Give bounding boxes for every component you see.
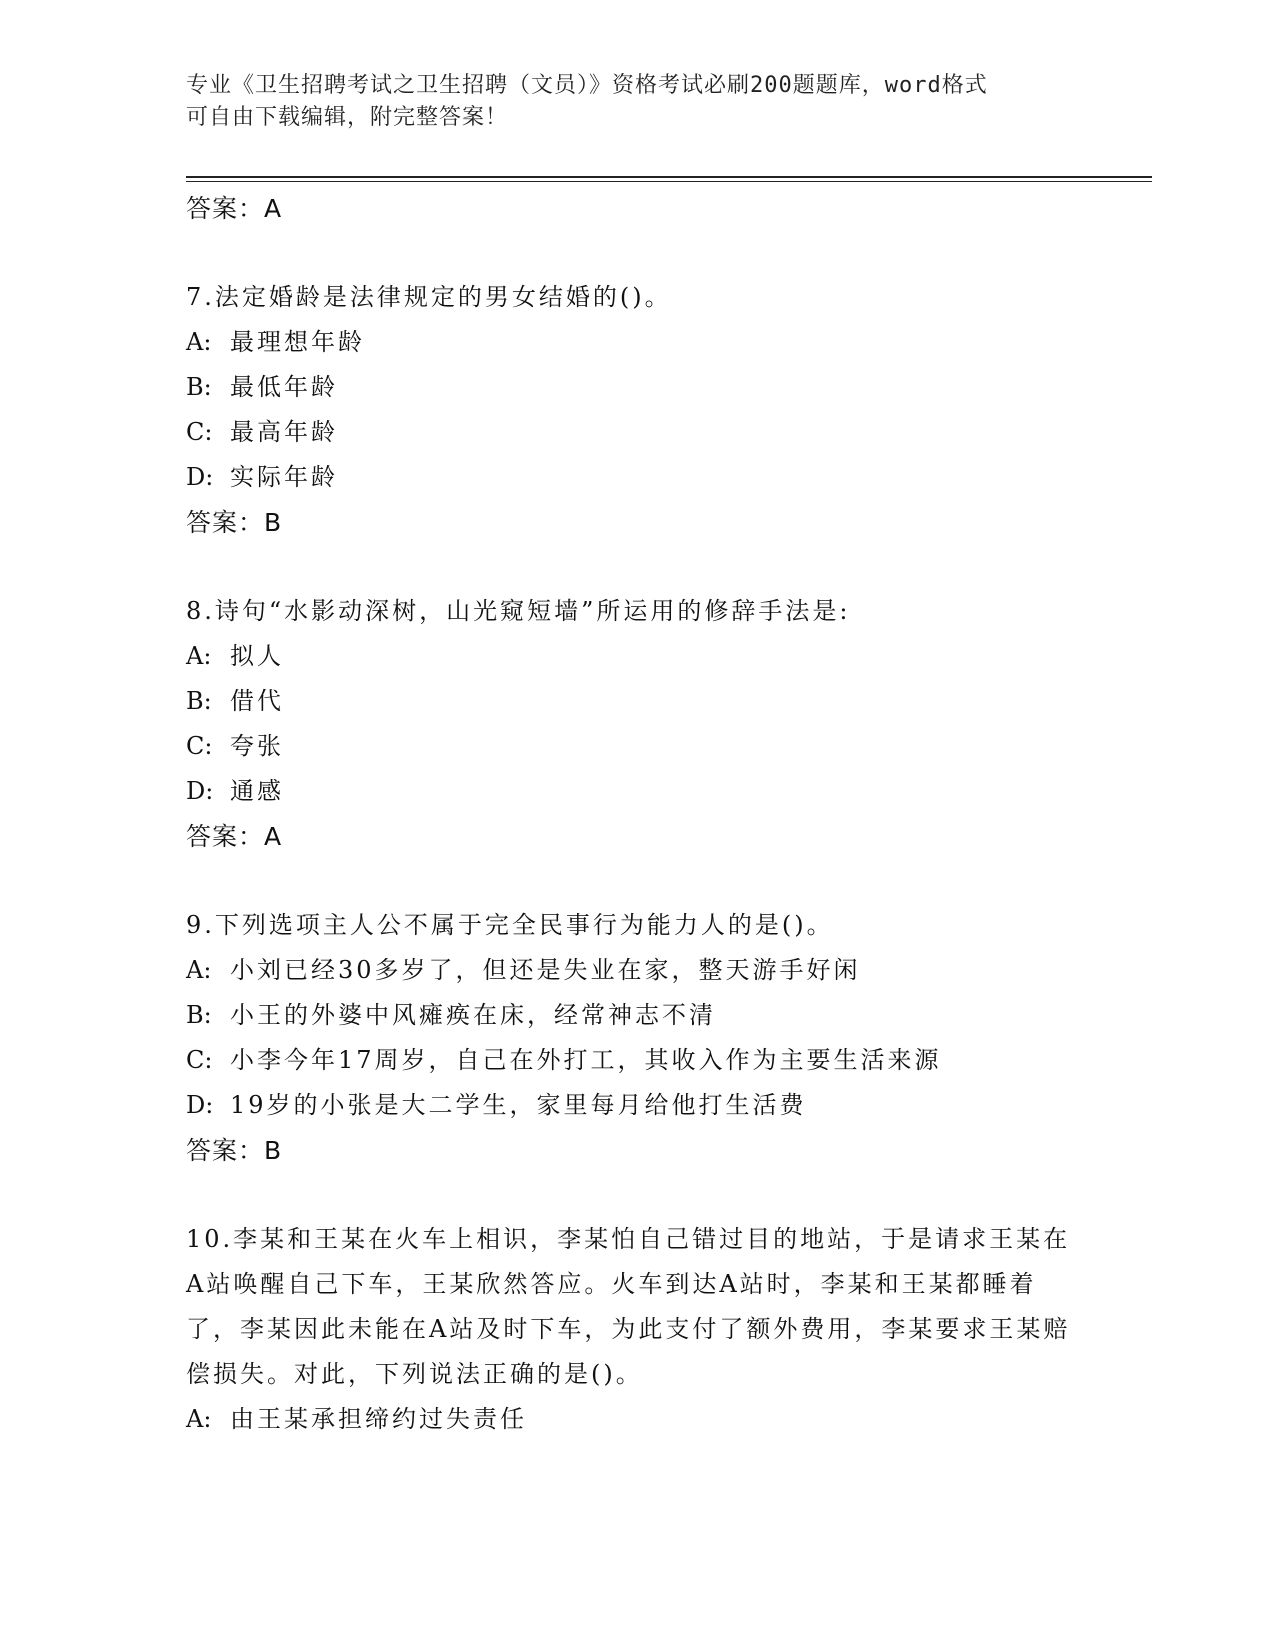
- document-body: [186, 186, 1086, 1442]
- option-letter: A:: [186, 642, 212, 670]
- header-line-1: 专业《卫生招聘考试之卫生招聘（文员）》资格考试必刷200题题库，word格式: [186, 73, 988, 98]
- option-letter: C:: [186, 732, 213, 760]
- answer-line: 答案：B: [186, 1136, 283, 1165]
- question-stem: 7.法定婚龄是法律规定的男女结婚的()。: [186, 283, 672, 311]
- option-c: [186, 410, 1086, 455]
- option-a: [186, 1397, 1086, 1442]
- option-letter: A:: [186, 956, 212, 984]
- option-d: [186, 769, 1086, 814]
- question-stem: 9.下列选项主人公不属于完全民事行为能力人的是()。: [186, 911, 834, 939]
- option-text: 最理想年龄: [230, 328, 365, 356]
- option-text: 夸张: [230, 732, 284, 760]
- option-text: 借代: [230, 687, 284, 715]
- option-letter: C:: [186, 418, 213, 446]
- option-letter: C:: [186, 1046, 213, 1074]
- question-stem: 8.诗句“水影动深树，山光窥短墙”所运用的修辞手法是:: [186, 597, 851, 625]
- question-9: [186, 903, 1086, 1173]
- option-letter: A:: [186, 1405, 212, 1433]
- question-8: [186, 589, 1086, 859]
- option-text: 19岁的小张是大二学生，家里每月给他打生活费: [230, 1091, 807, 1119]
- option-letter: B:: [186, 1001, 212, 1029]
- header-rule-thin: [186, 181, 1152, 182]
- option-letter: A:: [186, 328, 212, 356]
- question-stem: 10.李某和王某在火车上相识，李某怕自己错过目的地站，于是请求王某在A站唤醒自己下车，王某欣然答应。火车到达A站时，李某和王某都睡着了，李某因此未能在A站及时下车，为此支付了额外费用，李某要求王某赔偿损失。对此，下列说法正确的是()。: [186, 1225, 1071, 1388]
- header-rule-thick: [186, 176, 1152, 178]
- option-b: [186, 365, 1086, 410]
- option-letter: D:: [186, 777, 214, 805]
- option-text: 小李今年17周岁，自己在外打工，其收入作为主要生活来源: [230, 1046, 942, 1074]
- option-text: 小刘已经30多岁了，但还是失业在家，整天游手好闲: [230, 956, 861, 984]
- answer-line: 答案：A: [186, 194, 283, 223]
- option-a: [186, 948, 1086, 993]
- option-text: 由王某承担缔约过失责任: [230, 1405, 527, 1433]
- question-7: [186, 275, 1086, 545]
- option-text: 拟人: [230, 642, 284, 670]
- option-letter: D:: [186, 1091, 214, 1119]
- option-b: [186, 993, 1086, 1038]
- option-text: 最高年龄: [230, 418, 338, 446]
- option-letter: B:: [186, 373, 212, 401]
- header-line-2: 可自由下载编辑，附完整答案！: [186, 105, 509, 130]
- option-letter: D:: [186, 463, 214, 491]
- option-text: 小王的外婆中风瘫痪在床，经常神志不清: [230, 1001, 716, 1029]
- question-10: [186, 1217, 1086, 1442]
- option-letter: B:: [186, 687, 212, 715]
- option-d: [186, 455, 1086, 500]
- option-text: 最低年龄: [230, 373, 338, 401]
- option-text: 实际年龄: [230, 463, 338, 491]
- option-c: [186, 1038, 1086, 1083]
- option-d: [186, 1083, 1086, 1128]
- option-a: [186, 320, 1086, 365]
- option-text: 通感: [230, 777, 284, 805]
- option-a: [186, 634, 1086, 679]
- option-c: [186, 724, 1086, 769]
- document-header: [186, 70, 1066, 134]
- answer-line: 答案：A: [186, 822, 283, 851]
- answer-line: 答案：B: [186, 508, 283, 537]
- option-b: [186, 679, 1086, 724]
